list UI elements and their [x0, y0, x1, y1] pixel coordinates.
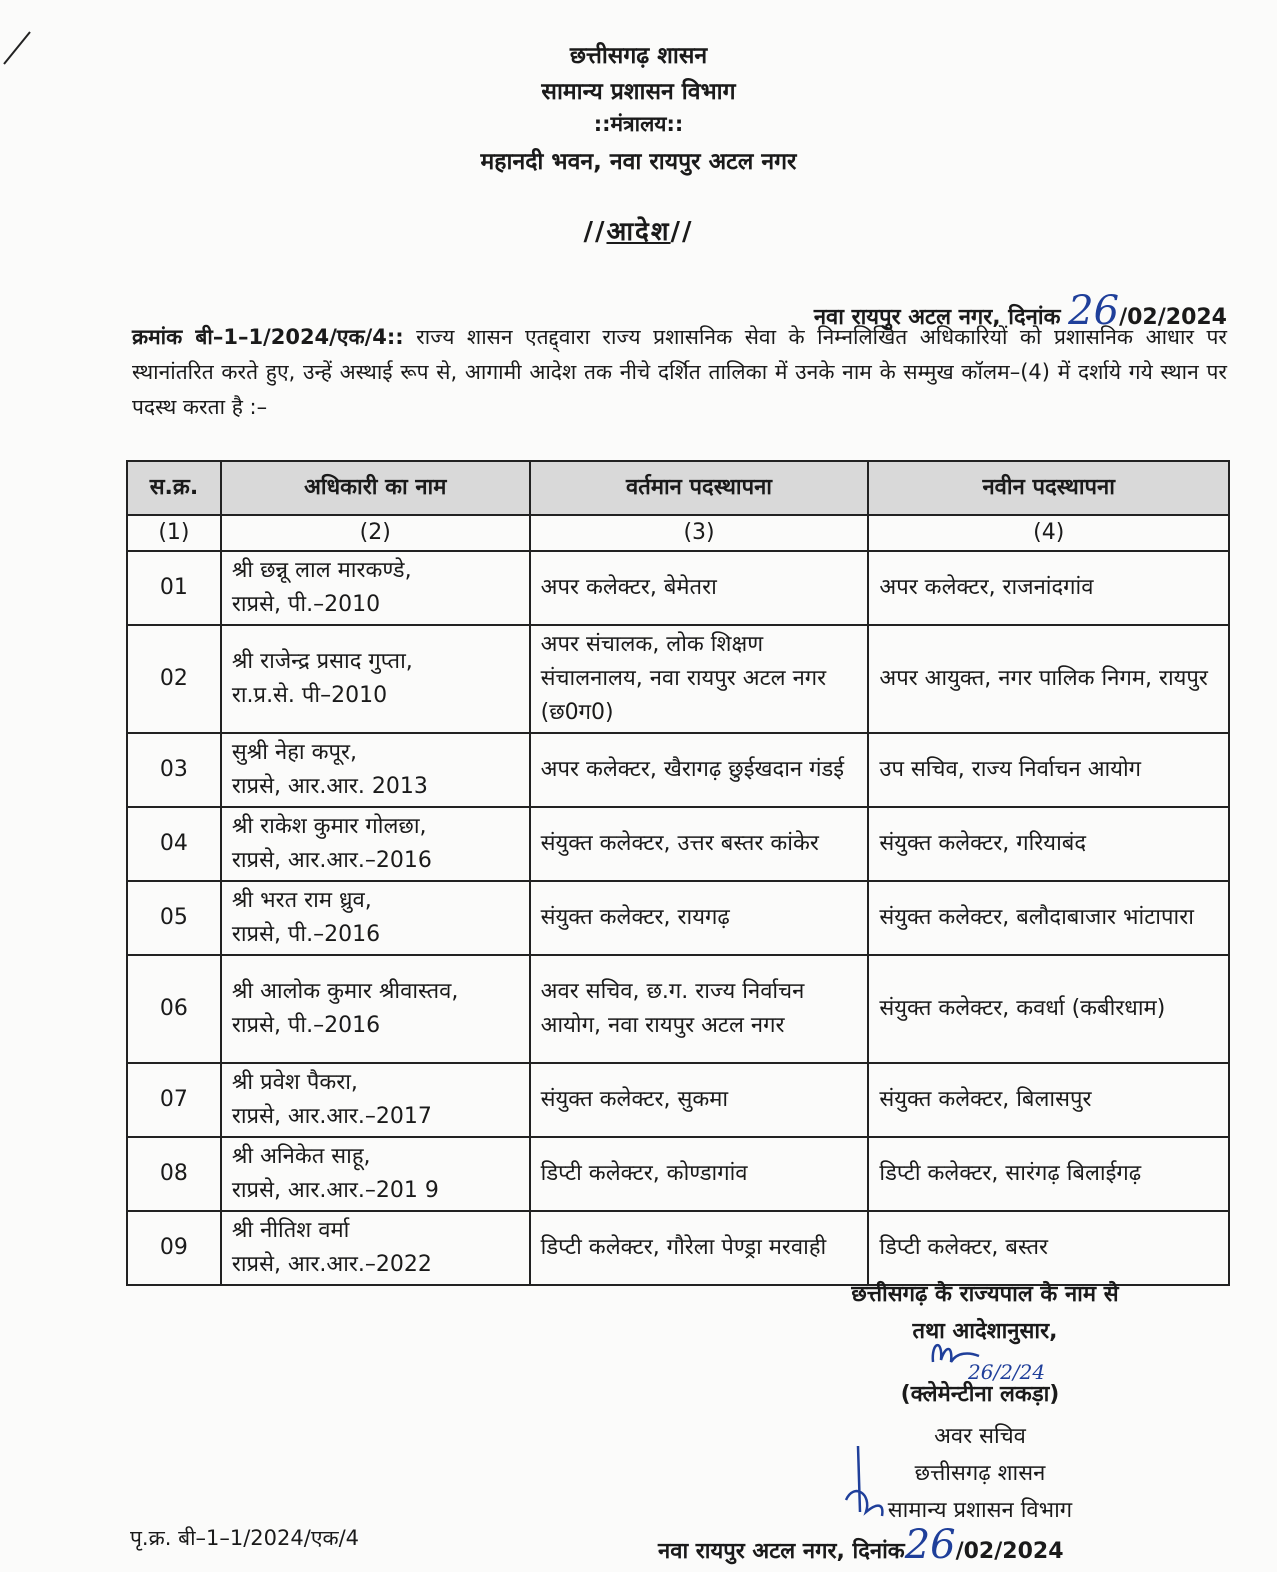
column-index: (3) [530, 515, 869, 551]
current-posting [530, 1137, 869, 1211]
officer-name [221, 955, 530, 1063]
current-posting-text: डिप्टी कलेक्टर, गौरेला पेण्ड्रा मरवाही [540, 1235, 827, 1260]
order-reference: क्रमांक बी–1–1/2024/एक/4:: [132, 325, 404, 349]
officer-name [221, 733, 530, 807]
officer-name-text: राप्रसे, पी.–2010 [231, 592, 381, 617]
officer-name-text: सुश्री नेहा कपूर, [231, 740, 357, 765]
current-posting-text: संयुक्त कलेक्टर, सुकमा [540, 1087, 729, 1112]
serial-number-text: 02 [159, 666, 188, 691]
signatory-post: अवर सचिव [934, 1424, 1026, 1449]
officer-name-text: श्री छन्नू लाल मारकण्डे, [231, 558, 412, 583]
column-index-row [127, 515, 1229, 551]
current-posting [530, 807, 869, 881]
serial-number-text: 09 [159, 1235, 188, 1260]
new-posting [868, 1063, 1229, 1137]
column-index: (2) [221, 515, 530, 551]
officer-name [221, 1137, 530, 1211]
new-posting-text: संयुक्त कलेक्टर, बिलासपुर [879, 1087, 1092, 1112]
officer-name-text: श्री भरत राम ध्रुव, [231, 888, 372, 913]
table-row [127, 551, 1229, 625]
current-posting-text: अपर कलेक्टर, बेमेतरा [540, 575, 717, 600]
officer-name-text: राप्रसे, आर.आर.–201 9 [231, 1178, 439, 1203]
new-posting [868, 551, 1229, 625]
serial-number [127, 551, 221, 625]
table-header-row [127, 461, 1229, 515]
new-posting-text: संयुक्त कलेक्टर, बलौदाबाजार भांटापारा [879, 905, 1194, 930]
officer-name-text: श्री राजेन्द्र प्रसाद गुप्ता, [231, 649, 413, 674]
current-posting [530, 1211, 869, 1285]
serial-number-text: 07 [159, 1087, 188, 1112]
new-posting-text: संयुक्त कलेक्टर, गरियाबंद [879, 831, 1087, 856]
officer-name-text: श्री प्रवेश पैकरा, [231, 1070, 358, 1095]
table-row [127, 881, 1229, 955]
current-posting [530, 551, 869, 625]
new-posting-text: अपर आयुक्त, नगर पालिक निगम, रायपुर [879, 666, 1208, 691]
footer-date-suffix: /02/2024 [955, 1539, 1064, 1564]
serial-number [127, 1137, 221, 1211]
current-posting-text: डिप्टी कलेक्टर, कोण्डागांव [540, 1161, 748, 1186]
serial-number [127, 1063, 221, 1137]
header-current-posting: वर्तमान पदस्थापना [530, 461, 869, 515]
order-title-right: // [670, 217, 694, 247]
serial-number-text: 01 [159, 575, 188, 600]
second-signature-icon [838, 1442, 888, 1522]
header-address: महानदी भवन, नवा रायपुर अटल नगर [480, 149, 797, 175]
current-posting [530, 625, 869, 733]
serial-number [127, 807, 221, 881]
signatory-org: छत्तीसगढ़ शासन [914, 1461, 1046, 1486]
serial-number-text: 05 [159, 905, 188, 930]
column-index: (4) [868, 515, 1229, 551]
table-row [127, 955, 1229, 1063]
new-posting [868, 1137, 1229, 1211]
current-posting-text: संयुक्त कलेक्टर, उत्तर बस्तर कांकेर [540, 831, 819, 856]
officer-name [221, 1211, 530, 1285]
signatory-name: (क्लेमेन्टीना लकड़ा) [900, 1382, 1060, 1407]
handwritten-day: 26 [1068, 288, 1120, 334]
header-ministry: ::मंत्रालय:: [593, 112, 684, 136]
table-row [127, 625, 1229, 733]
order-title-word: आदेश [606, 217, 671, 247]
table-row [127, 733, 1229, 807]
serial-number [127, 1211, 221, 1285]
footer-reference: पृ.क्र. बी–1–1/2024/एक/4 [130, 1526, 360, 1550]
officer-name-text: श्री राकेश कुमार गोलछा, [231, 814, 427, 839]
current-posting-text: संयुक्त कलेक्टर, रायगढ़ [540, 905, 730, 930]
new-posting-text: संयुक्त कलेक्टर, कवर्धा (कबीरधाम) [879, 996, 1166, 1021]
new-posting [868, 955, 1229, 1063]
footer-handwritten-day: 26 [904, 1522, 956, 1568]
new-posting [868, 1211, 1229, 1285]
header-department: सामान्य प्रशासन विभाग [541, 79, 736, 105]
serial-number-text: 03 [159, 757, 188, 782]
order-title-left: // [583, 217, 607, 247]
officer-name [221, 807, 530, 881]
serial-number-text: 06 [159, 996, 188, 1021]
officer-name-text: श्री नीतिश वर्मा [231, 1218, 350, 1243]
new-posting-text: डिप्टी कलेक्टर, सारंगढ़ बिलाईगढ़ [879, 1161, 1142, 1186]
date-suffix: /02/2024 [1119, 305, 1227, 330]
signature-date: 26/2/24 [968, 1360, 1046, 1384]
signature-authority [770, 1276, 1200, 1350]
serial-number-text: 08 [159, 1161, 188, 1186]
new-posting [868, 625, 1229, 733]
serial-number [127, 955, 221, 1063]
officer-name [221, 625, 530, 733]
footer-date-prefix: नवा रायपुर अटल नगर, दिनांक [658, 1539, 905, 1564]
table-row [127, 807, 1229, 881]
new-posting-text: उप सचिव, राज्य निर्वाचन आयोग [879, 757, 1142, 782]
new-posting-text: डिप्टी कलेक्टर, बस्तर [879, 1235, 1049, 1260]
new-posting [868, 733, 1229, 807]
current-posting-text: अपर संचालक, लोक शिक्षण संचालनालय, नवा रायपुर अटल नगर (छ0ग0) [540, 632, 827, 725]
table-row [127, 1211, 1229, 1285]
officer-name-text: राप्रसे, पी.–2016 [231, 922, 381, 947]
serial-number [127, 625, 221, 733]
officer-name [221, 1063, 530, 1137]
table-row [127, 1137, 1229, 1211]
date-prefix: नवा रायपुर अटल नगर, दिनांक [813, 305, 1061, 330]
header-new-posting: नवीन पदस्थापना [868, 461, 1229, 515]
order-text: राज्य शासन एतद्द्वारा राज्य प्रशासनिक सेवा के निम्नलिखित अधिकारियों को प्रशासनिक आधार पर स्थानांतरित करते हुए, उन्हें अस्थाई रूप से, आगामी आदेश तक नीचे दर्शित तालिका में उनके नाम के सम्मुख कॉलम–(4) में दर्शाये गये स्थान पर पदस्थ करता है :– [132, 325, 1228, 419]
current-posting [530, 733, 869, 807]
order-paragraph [132, 320, 1227, 425]
header-serial: स.क्र. [127, 461, 221, 515]
footer-date [658, 1522, 1064, 1568]
current-posting [530, 1063, 869, 1137]
signatory-department: सामान्य प्रशासन विभाग [887, 1498, 1073, 1523]
serial-number-text: 04 [159, 831, 188, 856]
signature-line-order: तथा आदेशानुसार, [912, 1319, 1058, 1344]
current-posting [530, 955, 869, 1063]
posting-table [126, 460, 1230, 1286]
officer-name [221, 881, 530, 955]
table-row [127, 1063, 1229, 1137]
current-posting-text: अवर सचिव, छ.ग. राज्य निर्वाचन आयोग, नवा रायपुर अटल नगर [540, 979, 805, 1038]
header-government: छत्तीसगढ़ शासन [569, 43, 708, 69]
officer-name-text: श्री अनिकेत साहू, [231, 1144, 371, 1169]
officer-name-text: राप्रसे, आर.आर.–2017 [231, 1104, 432, 1129]
signature-line-governor: छत्तीसगढ़ के राज्यपाल के नाम से [851, 1282, 1119, 1307]
new-posting [868, 881, 1229, 955]
serial-number [127, 733, 221, 807]
serial-number [127, 881, 221, 955]
officer-name-text: राप्रसे, आर.आर.–2016 [231, 848, 432, 873]
officer-name-text: श्री आलोक कुमार श्रीवास्तव, [231, 979, 459, 1004]
order-title [0, 212, 1277, 248]
officer-name-text: राप्रसे, पी.–2016 [231, 1013, 381, 1038]
column-index: (1) [127, 515, 221, 551]
new-posting-text: अपर कलेक्टर, राजनांदगांव [879, 575, 1094, 600]
current-posting [530, 881, 869, 955]
officer-name-text: राप्रसे, आर.आर. 2013 [231, 774, 428, 799]
new-posting [868, 807, 1229, 881]
header-officer-name: अधिकारी का नाम [221, 461, 530, 515]
current-posting-text: अपर कलेक्टर, खैरागढ़ छुईखदान गंडई [540, 757, 845, 782]
officer-name-text: राप्रसे, आर.आर.–2022 [231, 1252, 432, 1277]
officer-name-text: रा.प्र.से. पी–2010 [231, 683, 388, 708]
officer-name [221, 551, 530, 625]
